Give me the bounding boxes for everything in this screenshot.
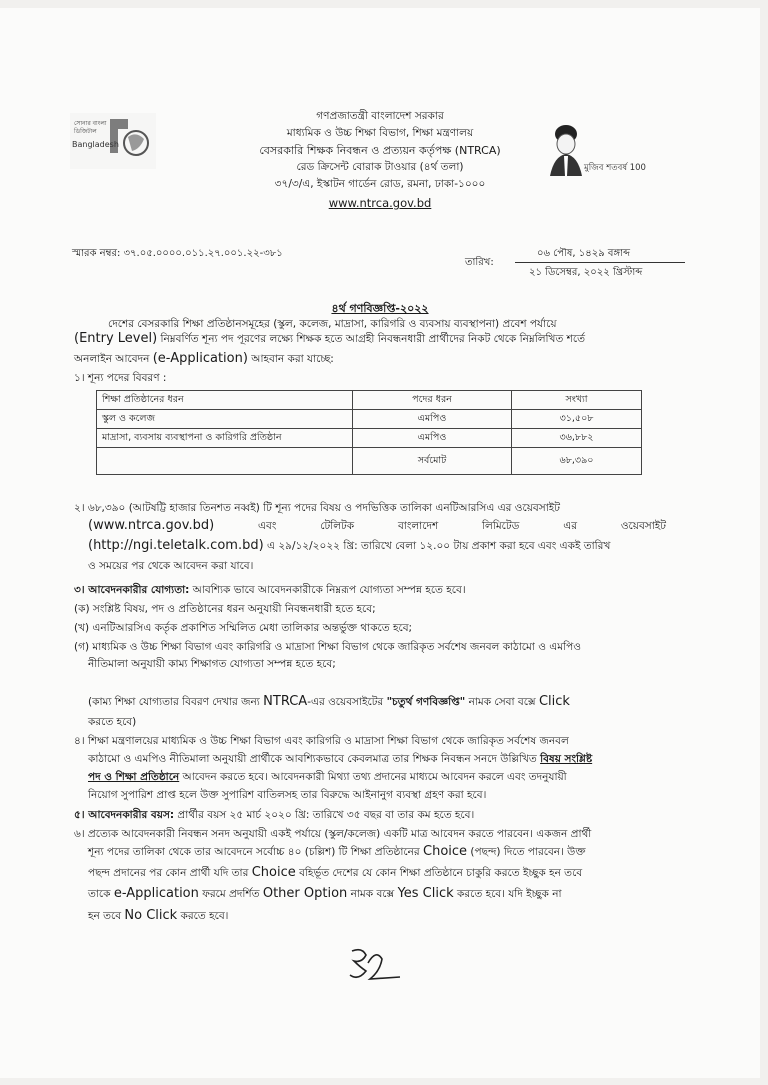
text-fragment: (কাম্য শিক্ষা যোগ্যতার বিবরণ দেখার জন্য: [88, 696, 264, 708]
section-3-heading: [74, 582, 674, 598]
section-4-line-2: [88, 751, 688, 767]
qualification-note-line-1: [88, 694, 688, 710]
header-line-2: মাধ্যমিক ও উচ্চ শিক্ষা বিভাগ, শিক্ষা মন্ত্রণালয়: [286, 127, 474, 139]
government-logo: [70, 113, 156, 169]
text-fragment: আবেদন করতে হবে। আবেদনকারী মিথ্যা তথ্য প্রদানের মাধ্যমে আবেদন করলে এবং তদনুযায়ী: [179, 771, 567, 783]
section-2-line-1: ২। ৬৮,৩৯০ (আটষট্টি হাজার তিনশত নব্বই) টি শূন্য পদের বিষয় ও পদভিত্তিক তালিকা এনটিআরসিএ এর ওয়েবসাইট: [74, 502, 560, 514]
text-fragment: e-Application: [113, 886, 199, 901]
section-1-heading: ১। শূন্য পদের বিবরণ :: [74, 372, 167, 384]
criterion-ga-line-1: (গ) মাধ্যমিক ও উচ্চ শিক্ষা বিভাগ এবং কারিগরি ও মাদ্রাসা শিক্ষা বিভাগ থেকে জারিকৃত সর্বশেষ জনবল কাঠামো ও এমপিও: [74, 641, 581, 653]
text-fragment: পছন্দ প্রদানের পর কোন প্রার্থী যদি তার: [88, 867, 252, 879]
text-fragment: কাঠামো ও এমপিও নীতিমালা অনুযায়ী প্রার্থীকে আবশ্যিকভাবে কেবলমাত্র তার শিক্ষক নিবন্ধন সনদে উল্লিখিত: [88, 753, 541, 765]
text-fragment: আবশ্যিক ভাবে আবেদনকারীকে নিম্নরূপ যোগ্যতা সম্পন্ন হতে হবে।: [189, 584, 466, 596]
text-fragment: হন তবে: [88, 910, 125, 922]
table-cell: এমপিও: [353, 429, 512, 448]
section-6-line-3: [88, 865, 688, 881]
text-fragment: এ ২৯/১২/২০২২ খ্রি: তারিখে বেলা ১২.০০ টায় প্রকাশ করা হবে এবং একই তারিখ: [263, 540, 611, 552]
table-cell: ৬৮,৩৯০: [512, 448, 642, 475]
header-line-5: ৩৭/৩/এ, ইস্কাটন গার্ডেন রোড, রমনা, ঢাকা-১০০০: [274, 178, 486, 190]
text-fragment: No Click: [124, 908, 178, 923]
section-2-line-2: [88, 518, 666, 534]
intro-line-3-start: অনলাইন আবেদন: [74, 353, 153, 365]
text-fragment: এর: [563, 520, 577, 532]
intro-line-2: [74, 331, 664, 347]
header-line-4: রেড ক্রিসেন্ট বোরাক টাওয়ার (৪র্থ তলা): [296, 161, 464, 173]
memo-number: স্মারক নম্বর: ৩৭.০৫.০০০০.০১১.২৭.০০১.২২-৩৮১: [72, 248, 283, 259]
text-fragment: -এর ওয়েবসাইটের: [307, 696, 387, 708]
mujib-100-logo: [540, 120, 646, 180]
table-cell: এমপিও: [353, 410, 512, 429]
section-5-title: ৫। আবেদনকারীর বয়স:: [74, 809, 175, 821]
section-3-title: ৩। আবেদনকারীর যোগ্যতা:: [74, 584, 190, 596]
text-fragment: টেলিটক: [320, 520, 355, 532]
table-total-row: [97, 448, 642, 475]
text-fragment: শূন্য পদের তালিকা থেকে তার আবেদনে সর্বোচ্চ ৪০ (চল্লিশ) টি শিক্ষা প্রতিষ্ঠানের: [88, 846, 424, 858]
section-4-line-3: [88, 769, 688, 785]
table-header-cell: সংখ্যা: [512, 391, 642, 410]
section-6-line-2: [88, 844, 688, 860]
text-fragment: নামক সেবা বক্সে: [465, 696, 539, 708]
table-header-cell: পদের ধরন: [353, 391, 512, 410]
section-2-line-3: [88, 538, 688, 554]
text-fragment: পদ ও শিক্ষা প্রতিষ্ঠানে: [88, 771, 180, 783]
text-fragment: বহির্ভূত দেশের যে কোন শিক্ষা প্রতিষ্ঠানে চাকুরি করতে ইচ্ছুক হন তবে: [295, 867, 583, 879]
header-line-1: গণপ্রজাতন্ত্রী বাংলাদেশ সরকার: [316, 110, 444, 122]
vacancy-table: [96, 390, 642, 475]
text-fragment: Choice: [423, 844, 468, 859]
text-fragment: প্রার্থীর বয়স ২৫ মার্চ ২০২০ খ্রি: তারিখে ৩৫ বছর বা তার কম হতে হবে।: [174, 809, 475, 821]
text-fragment: "চতুর্থ গণবিজ্ঞপ্তি": [386, 696, 466, 708]
date-label: তারিখ:: [465, 257, 494, 268]
intro-line-2-rest: নিম্নবর্ণিত শূন্য পদ পূরণের লক্ষ্যে শিক্ষক হতে আগ্রহী নিবন্ধনধারী প্রার্থীদের নিকট থেকে নিম্নলিখিত শর্তে: [157, 333, 585, 345]
date-bangla: ০৬ পৌষ, ১৪২৯ বঙ্গাব্দ: [537, 248, 631, 259]
section-4-line-4: নিয়োগ সুপারিশ প্রাপ্ত হলে উক্ত সুপারিশ বাতিলসহ তার বিরুদ্ধে আইনানুগ ব্যবস্থা গ্রহণ করা হবে।: [88, 789, 487, 801]
text-fragment: ওয়েবসাইট: [620, 520, 666, 532]
table-cell: সর্বমোট: [353, 448, 512, 475]
text-fragment: লিমিটেড: [482, 520, 520, 532]
section-6-line-5: [88, 908, 688, 924]
text-fragment: Choice: [251, 865, 296, 880]
ntrca-website-text: (www.ntrca.gov.bd): [88, 518, 215, 533]
e-application-text: (e-Application): [152, 351, 248, 366]
website-link[interactable]: www.ntrca.gov.bd: [328, 196, 432, 210]
document-page: [0, 8, 760, 1078]
text-fragment: (পছন্দ) দিতে পারবেন। উক্ত: [467, 846, 586, 858]
intro-line-3: [74, 351, 664, 367]
qualification-note-line-2: করতে হবে): [88, 716, 137, 728]
svg-text:ডিজিটাল: ডিজিটাল: [74, 128, 97, 135]
table-header-cell: শিক্ষা প্রতিষ্ঠানের ধরন: [97, 391, 353, 410]
text-fragment: এবং: [258, 520, 277, 532]
teletalk-website-text: (http://ngi.teletalk.com.bd): [88, 538, 264, 553]
text-fragment: ফরমে প্রদর্শিত: [198, 888, 263, 900]
signature: [340, 941, 410, 991]
table-cell: [97, 448, 353, 475]
text-fragment: Yes Click: [397, 886, 454, 901]
table-row: [97, 429, 642, 448]
intro-line-1: দেশের বেসরকারি শিক্ষা প্রতিষ্ঠানসমূহের (স্কুল, কলেজ, মাদ্রাসা, কারিগরি ও ব্যবসায় ব্যবস্থাপনা) প্রবেশ পর্যায়ে: [108, 318, 557, 330]
table-cell: ৩১,৫০৮: [512, 410, 642, 429]
section-4-line-1: ৪। শিক্ষা মন্ত্রণালয়ের মাধ্যমিক ও উচ্চ শিক্ষা বিভাগ এবং কারিগরি ও মাদ্রাসা শিক্ষা বিভাগ থেকে জারিকৃত সর্বশেষ জনবল: [74, 735, 569, 747]
criterion-kha: (খ) এনটিআরসিএ কর্তৃক প্রকাশিত সম্মিলিত মেধা তালিকার অন্তর্ভুক্ত থাকতে হবে;: [74, 622, 413, 634]
table-row: [97, 410, 642, 429]
criterion-ga-line-2: নীতিমালা অনুযায়ী কাম্য শিক্ষাগত যোগ্যতা সম্পন্ন হতে হবে;: [88, 658, 336, 670]
section-2-line-4: ও সময়ের পর থেকে আবেদন করা যাবে।: [88, 560, 254, 572]
text-fragment: Click: [538, 694, 570, 709]
date-divider: [515, 262, 685, 263]
text-fragment: করতে হবে।: [177, 910, 229, 922]
logo-left-text: Bangladesh: [72, 140, 119, 149]
text-fragment: তাকে: [88, 888, 114, 900]
table-cell: স্কুল ও কলেজ: [97, 410, 353, 429]
text-fragment: করতে হবে। যদি ইচ্ছুক না: [453, 888, 562, 900]
section-6-line-1: ৬। প্রত্যেক আবেদনকারী নিবন্ধন সনদ অনুযায়ী একই পর্যায়ে (স্কুল/কলেজ) একটি মাত্র আবেদন করতে পারবেন। একজন প্রার্থী: [74, 828, 592, 840]
logo-right-text: মুজিব শতবর্ষ 100: [584, 163, 646, 173]
criterion-ka: (ক) সংশ্লিষ্ট বিষয়, পদ ও প্রতিষ্ঠানের ধরন অনুযায়ী নিবন্ধনধারী হতে হবে;: [74, 603, 376, 615]
intro-line-3-end: আহবান করা যাচ্ছে:: [247, 353, 334, 365]
table-cell: মাদ্রাসা, ব্যবসায় ব্যবস্থাপনা ও কারিগরি প্রতিষ্ঠান: [97, 429, 353, 448]
table-cell: ৩৬,৮৮২: [512, 429, 642, 448]
svg-text:সোনার বাংলা: সোনার বাংলা: [74, 120, 107, 127]
section-5: [74, 807, 674, 823]
header-line-3: বেসরকারি শিক্ষক নিবন্ধন ও প্রত্যয়ন কর্তৃপক্ষ (NTRCA): [259, 144, 501, 157]
table-header-row: [97, 391, 642, 410]
text-fragment: NTRCA: [263, 694, 308, 709]
text-fragment: বাংলাদেশ: [397, 520, 439, 532]
section-6-line-4: [88, 886, 688, 902]
date-english: ২১ ডিসেম্বর, ২০২২ খ্রিস্টাব্দ: [529, 267, 643, 278]
text-fragment: নামক বক্সে: [347, 888, 398, 900]
text-fragment: Other Option: [262, 886, 348, 901]
page-title: ৪র্থ গণবিজ্ঞপ্তি-২০২২: [331, 302, 429, 315]
text-fragment: বিষয় সংশ্লিষ্ট: [540, 753, 593, 765]
entry-level-text: (Entry Level): [74, 331, 158, 346]
